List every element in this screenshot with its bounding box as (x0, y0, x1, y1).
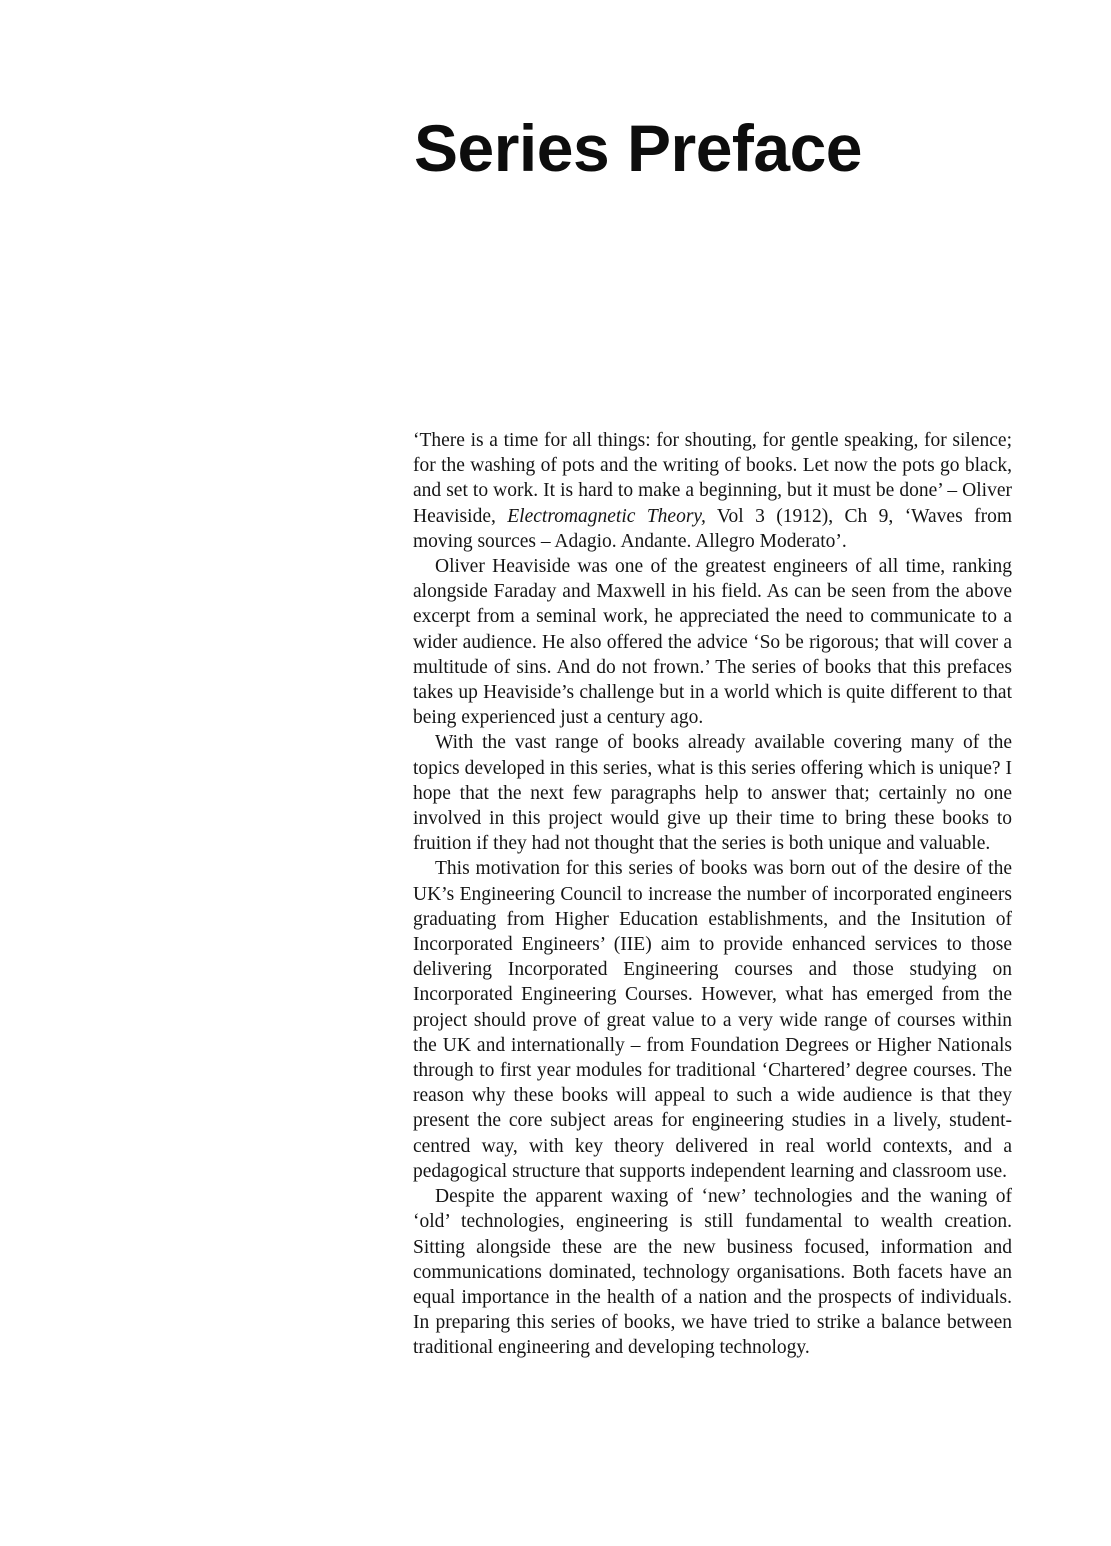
book-title-italic: Electromagnetic Theory, (507, 505, 706, 527)
paragraph-heaviside: Oliver Heaviside was one of the greatest engineers of all time, ranking alongside Faraday and Maxwell in his field. As can be seen from the above excerpt from a seminal work, he appreciated the need to communicate to a wider audience. He also offered the advice ‘So be rigorous; that will cover a multitude of sins. And do not frown.’ The series of books that this prefaces takes up Heaviside’s challenge but in a world which is quite different to that being experienced just a century ago. (413, 556, 1012, 729)
paragraph-unique: With the vast range of books already available covering many of the topics developed in this series, what is this series offering which is unique? I hope that the next few paragraphs help to answer that; certainly no one involved in this project would give up their time to bring these books to fruition if they had not thought that the series is both unique and valuable. (413, 732, 1012, 855)
quote-text-start: ‘There is a time for all things: for shouting, for gentle speaking, for silence; for the washing of pots and the writing of books. Let now the pots go black, and set to work. It is hard to make a beginning, but it must be done’ – Oliver Heaviside, (413, 430, 1012, 527)
page-title: Series Preface (414, 111, 863, 185)
quote-text-end: Vol 3 (1912), Ch 9, ‘Waves from moving sources – Adagio. Andante. Allegro Moderato’. (413, 505, 1012, 552)
paragraph-motivation: This motivation for this series of books was born out of the desire of the UK’s Engineering Council to increase the number of incorporated engineers graduating from Higher Education establishments, and the Insitution of Incorporated Engineers’ (IIE) aim to provide enhanced services to those delivering Incorporated Engineering courses and those studying on Incorporated Engineering Courses. However, what has emerged from the project should prove of great value to a very wide range of courses within the UK and internationally – from Foundation Degrees or Higher Nationals through to first year modules for traditional ‘Chartered’ degree courses. The reason why these books will appeal to such a wide audience is that they present the core subject areas for engineering studies in a lively, student-centred way, with key theory delivered in real world contexts, and a pedagogical structure that supports independent learning and classroom use. (413, 858, 1012, 1182)
paragraph-quote (413, 428, 1012, 554)
paragraph-technologies: Despite the apparent waxing of ‘new’ technologies and the waning of ‘old’ technologies, engineering is still fundamental to wealth creation. Sitting alongside these are the new business focused, information and communications dominated, technology organisations. Both facets have an equal importance in the health of a nation and the prospects of individuals. In preparing this series of books, we have tried to strike a balance between traditional engineering and developing technology. (413, 1186, 1012, 1359)
preface-body (413, 428, 1012, 1361)
